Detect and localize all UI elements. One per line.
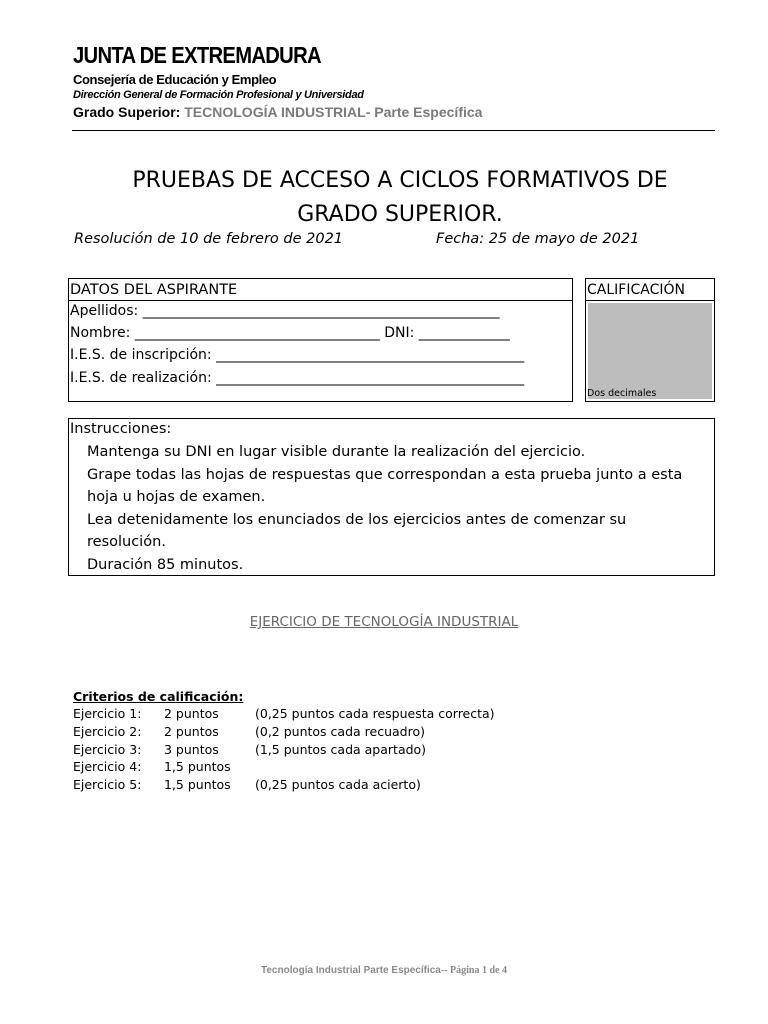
ejercicio-label: Ejercicio 1: <box>73 706 142 721</box>
ejercicio-heading: EJERCICIO DE TECNOLOGÍA INDUSTRIAL <box>249 614 519 630</box>
page-footer <box>0 965 768 976</box>
ejercicio-note <box>255 759 495 777</box>
direccion-label: Dirección General de Formación Profesional y Universidad <box>73 89 364 101</box>
calificacion-heading: CALIFICACIÓN <box>586 279 714 301</box>
calificacion-grade-area <box>588 303 712 399</box>
ejercicio-points: 3 puntos <box>164 741 219 757</box>
instruccion-item: Mantenga su DNI en lugar visible durante la realización del ejercicio. <box>87 444 586 460</box>
footer-subject: Tecnología Industrial Parte Específica <box>261 965 441 976</box>
grado-subject: TECNOLOGÍA INDUSTRIAL- Parte Específica <box>184 104 483 120</box>
footer-page-number: -- Página 1 de 4 <box>440 965 507 976</box>
apellidos-field[interactable]: Apellidos: ___________________________________________________ <box>70 303 500 319</box>
org-title: JUNTA DE EXTREMADURA <box>73 42 321 68</box>
table-row <box>73 759 495 777</box>
ejercicio-points: 2 puntos <box>164 723 219 739</box>
grado-label: Grado Superior: <box>73 104 181 120</box>
instrucciones-box <box>68 418 715 576</box>
criterios-heading: Criterios de calificación: <box>73 689 244 704</box>
nombre-dni-field[interactable]: Nombre: ___________________________________ DNI: _____________ <box>70 325 510 341</box>
instruccion-item: Grape todas las hojas de respuestas que correspondan a esta prueba junto a esta hoja u hojas de examen. <box>87 466 683 505</box>
table-row <box>73 777 495 795</box>
header-divider <box>72 130 715 131</box>
ejercicio-label: Ejercicio 3: <box>73 741 142 757</box>
datos-aspirante-box <box>68 278 573 402</box>
ejercicio-note: (0,25 puntos cada acierto) <box>255 777 421 793</box>
datos-aspirante-heading: DATOS DEL ASPIRANTE <box>69 279 573 301</box>
table-row <box>73 706 495 724</box>
ejercicio-points: 1,5 puntos <box>164 777 231 793</box>
ies-inscripcion-field[interactable]: I.E.S. de inscripción: ____________________________________________ <box>70 347 525 363</box>
criterios-table <box>73 706 495 795</box>
table-row <box>73 742 495 760</box>
ejercicio-note: (1,5 puntos cada apartado) <box>255 741 427 757</box>
resolucion-text: Resolución de 10 de febrero de 2021 <box>74 231 344 247</box>
page-title <box>100 164 700 232</box>
ejercicio-note: (0,2 puntos cada recuadro) <box>255 723 425 739</box>
ejercicio-points: 1,5 puntos <box>164 759 231 775</box>
ejercicio-label: Ejercicio 5: <box>73 777 142 793</box>
instrucciones-list <box>87 441 706 576</box>
calificacion-note: Dos decimales <box>587 388 657 399</box>
grado-line <box>73 104 482 120</box>
instrucciones-heading: Instrucciones: <box>70 421 172 437</box>
page-title-line2: GRADO SUPERIOR. <box>297 202 503 227</box>
instruccion-item: Lea detenidamente los enunciados de los ejercicios antes de comenzar su resolución. <box>87 511 627 550</box>
page-title-line1: PRUEBAS DE ACCESO A CICLOS FORMATIVOS DE <box>132 168 668 193</box>
calificacion-box <box>585 278 715 402</box>
ejercicio-points: 2 puntos <box>164 706 219 721</box>
fecha-text: Fecha: 25 de mayo de 2021 <box>436 231 640 247</box>
ejercicio-label: Ejercicio 2: <box>73 723 142 739</box>
table-row <box>73 724 495 742</box>
ejercicio-note: (0,25 puntos cada respuesta correcta) <box>255 706 495 721</box>
ies-realizacion-field[interactable]: I.E.S. de realización: ____________________________________________ <box>70 370 525 386</box>
consejeria-label: Consejería de Educación y Empleo <box>73 72 277 87</box>
instruccion-item: Duración 85 minutos. <box>87 556 244 573</box>
ejercicio-label: Ejercicio 4: <box>73 759 142 775</box>
